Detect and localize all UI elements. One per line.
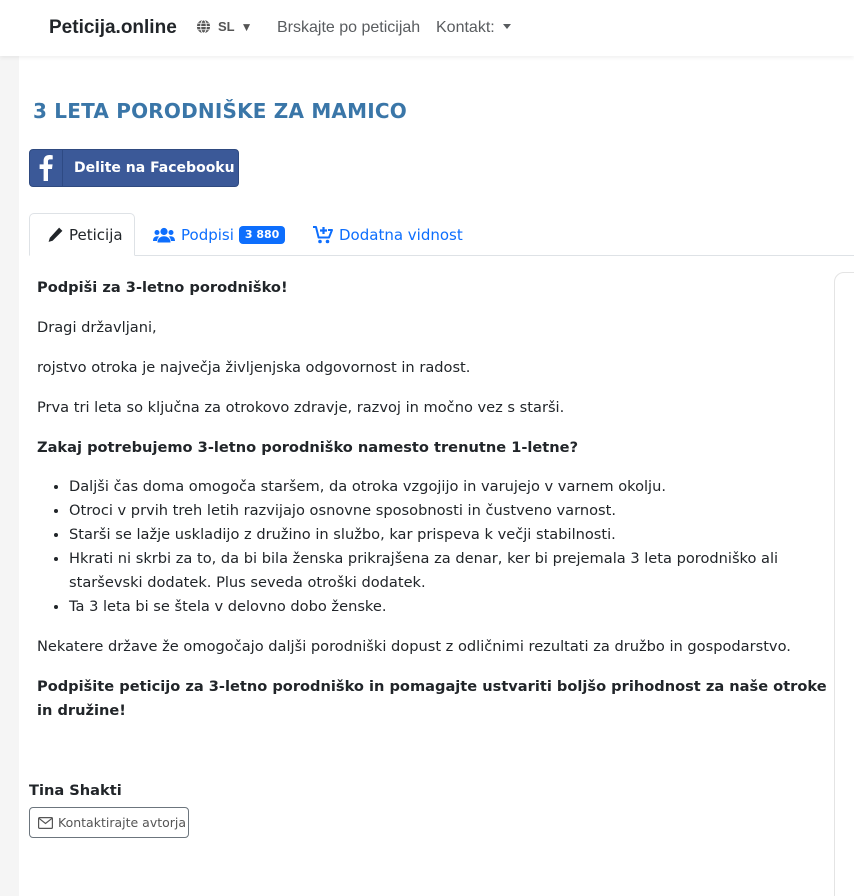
nav-contact-dropdown[interactable]	[436, 19, 511, 37]
globe-icon	[196, 19, 211, 34]
brand-logo-link[interactable]: Peticija.online	[49, 17, 177, 38]
tab-additional-visibility[interactable]	[313, 213, 463, 256]
list-item: • Ta 3 leta bi se štela v delovno dobo ženske.	[69, 595, 827, 619]
tab-petition[interactable]	[29, 213, 135, 256]
petition-body	[37, 276, 827, 739]
tab-visibility-label: Dodatna vidnost	[339, 225, 463, 244]
petition-question: Zakaj potrebujemo 3-letno porodniško namesto trenutne 1-letne?	[37, 439, 579, 456]
chevron-down-icon	[503, 24, 511, 29]
users-icon	[153, 227, 175, 243]
signatures-count-badge: 3 880	[239, 226, 285, 244]
pencil-icon	[47, 227, 63, 243]
petition-title: 3 LETA PORODNIŠKE ZA MAMICO	[33, 99, 407, 123]
list-item: • Daljši čas doma omogoča staršem, da otroka vzgojijo in varujejo v varnem okolju.	[69, 475, 827, 499]
share-facebook-label: Delite na Facebooku	[74, 160, 235, 176]
contact-author-button[interactable]	[29, 807, 189, 838]
petition-heading: Podpiši za 3-letno porodniško!	[37, 279, 288, 296]
nav-contact-label: Kontakt:	[436, 19, 495, 36]
share-facebook-button[interactable]	[29, 149, 239, 187]
language-code: SL	[218, 19, 235, 34]
reasons-list	[69, 475, 827, 619]
tab-petition-label: Peticija	[69, 225, 123, 244]
petition-paragraph: Prva tri leta so ključna za otrokovo zdravje, razvoj in močno vez s starši.	[37, 399, 565, 416]
petition-closing: Podpišite peticijo za 3-letno porodniško in pomagajte ustvariti boljšo prihodnost za naše otroke in družine!	[37, 678, 827, 719]
petition-greeting: Dragi državljani,	[37, 319, 157, 336]
envelope-icon	[38, 817, 53, 829]
tab-signatures-label: Podpisi	[181, 225, 234, 244]
author-name: Tina Shakti	[29, 782, 122, 799]
list-item: • Otroci v prvih treh letih razvijajo osnovne sposobnosti in čustveno varnost.	[69, 499, 827, 523]
sidebar-card	[834, 272, 854, 896]
language-selector[interactable]	[196, 19, 253, 34]
petition-paragraph: rojstvo otroka je največja življenjska odgovornost in radost.	[37, 359, 471, 376]
cart-plus-icon	[313, 226, 333, 244]
nav-browse-petitions[interactable]: Brskajte po peticijah	[277, 19, 421, 36]
facebook-icon	[30, 150, 63, 186]
petition-paragraph: Nekatere države že omogočajo daljši porodniški dopust z odličnimi rezultati za družbo in gospodarstvo.	[37, 638, 791, 655]
tab-signatures[interactable]	[153, 213, 285, 256]
top-navbar	[0, 0, 854, 56]
contact-author-label: Kontaktirajte avtorja	[58, 815, 187, 830]
caret-down-icon: ▼	[240, 19, 253, 34]
list-item: • Starši se lažje uskladijo z družino in službo, kar prispeva k večji stabilnosti.	[69, 523, 827, 547]
list-item: • Hkrati ni skrbi za to, da bi bila ženska prikrajšena za denar, ker bi prejemala 3 leta porodniško ali starševski dodatek. Plus seveda otroški dodatek.	[69, 547, 827, 595]
